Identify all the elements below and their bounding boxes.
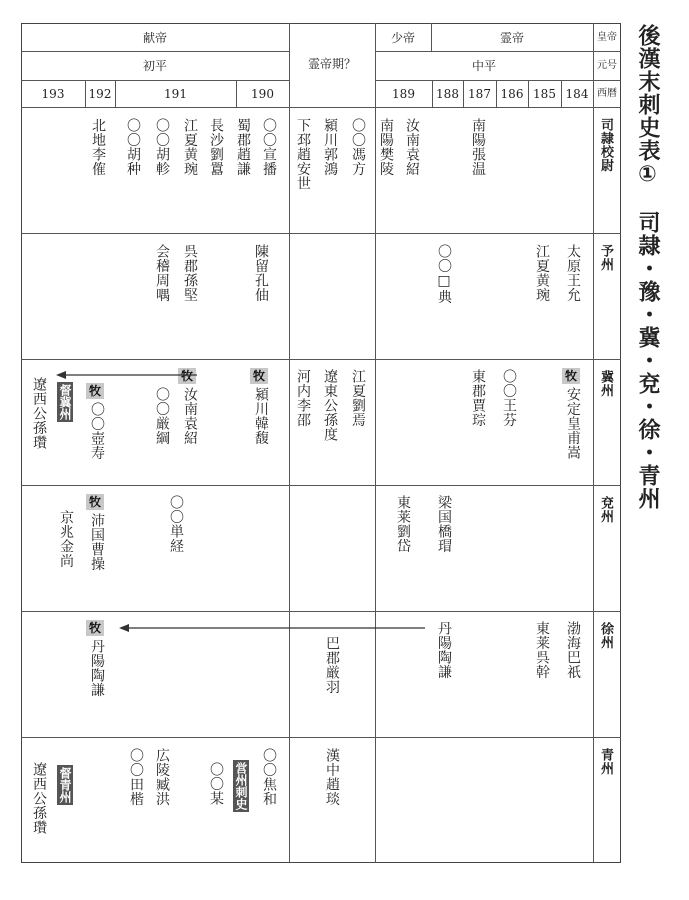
emperor-lingdi: 霊帝 [499, 31, 524, 45]
official: 渤海巴祇 [565, 621, 581, 679]
official: 〇〇某 [208, 762, 224, 806]
year: 193 [41, 87, 65, 101]
page-title: 後漢末刺史表① 司隷・豫・冀・兗・徐・青州 [635, 24, 660, 510]
mu-tag: 牧 [86, 494, 104, 510]
official: 北地李傕 [90, 118, 106, 176]
official: 丹陽陶謙 [89, 639, 105, 697]
official: 丹陽陶謙 [436, 621, 452, 679]
ying-cishi-tag: 営州刺史 [234, 762, 248, 810]
official: 安定皇甫嵩 [565, 387, 581, 460]
mu-tag: 牧 [86, 620, 104, 636]
official: 東郡賈琮 [470, 369, 486, 427]
official: 長沙劉囂 [208, 118, 224, 176]
du-qingzhou-tag: 督青州 [58, 767, 72, 803]
emperor-shaodi: 少帝 [390, 31, 415, 45]
official: 河内李邵 [295, 369, 311, 427]
mu-tag: 牧 [250, 368, 268, 384]
official: 会稽周喁 [154, 244, 170, 302]
official: 遼西公孫瓚 [31, 762, 47, 835]
row-label-era: 元号 [597, 60, 617, 71]
year: 187 [468, 87, 491, 101]
year: 189 [392, 87, 415, 101]
year: 185 [533, 87, 556, 101]
province-yu: 予州 [598, 244, 613, 271]
year: 184 [565, 87, 589, 101]
official: 京兆金尚 [58, 510, 74, 568]
official: 江夏黄琬 [534, 244, 550, 302]
row-label-emperor: 皇帝 [597, 32, 617, 43]
official: 〇〇厳綱 [154, 387, 170, 445]
official: 蜀郡趙謙 [235, 118, 251, 176]
official: 東莱呉幹 [534, 621, 550, 679]
official: 〇〇宣播 [261, 118, 277, 176]
official: 南陽張温 [470, 118, 486, 176]
official: 陳留孔伷 [253, 244, 269, 302]
official: 〇〇胡軫 [154, 118, 170, 176]
du-jizhou-tag: 督冀州 [58, 384, 72, 420]
official: 下邳趙安世 [295, 118, 311, 191]
official: 〇〇胡种 [125, 118, 141, 176]
official: 沛国曹操 [89, 513, 105, 571]
official: 江夏劉焉 [350, 369, 366, 427]
official: 〇〇壺寿 [89, 402, 105, 460]
era-zhongping: 中平 [471, 59, 496, 73]
official: 呉郡孫堅 [182, 244, 198, 302]
official: 江夏黄琬 [182, 118, 198, 176]
province-yan: 兗州 [598, 496, 613, 523]
official: 遼西公孫瓚 [31, 377, 47, 450]
mu-tag: 牧 [562, 368, 580, 384]
official: 東莱劉岱 [395, 495, 411, 553]
era-chuping: 初平 [142, 59, 167, 73]
official: 汝南袁紹 [404, 118, 420, 176]
official: 〇〇焦和 [261, 748, 277, 806]
official: 巴郡厳羽 [324, 636, 340, 694]
official: 〇〇単経 [168, 495, 184, 553]
year: 186 [500, 87, 524, 101]
official: 汝南袁紹 [182, 387, 198, 445]
row-label-year: 西暦 [597, 88, 617, 99]
arrow-head-ji [56, 371, 66, 379]
emperor-xiandi: 献帝 [142, 31, 167, 45]
year: 192 [88, 87, 112, 101]
province-xu: 徐州 [598, 622, 613, 649]
mu-tag: 牧 [178, 368, 196, 384]
province-sili: 司隷校尉 [598, 118, 613, 172]
province-qing: 青州 [598, 748, 613, 775]
year: 188 [436, 87, 459, 101]
official: 遼東公孫度 [322, 369, 338, 442]
official: 漢中趙琰 [324, 748, 340, 806]
official: 〇〇田楷 [128, 748, 144, 806]
official: 広陵臧洪 [154, 748, 170, 806]
official: 潁川韓馥 [253, 387, 269, 445]
province-ji: 冀州 [598, 370, 613, 397]
mu-tag: 牧 [86, 383, 104, 399]
official: 梁国橋瑁 [436, 495, 452, 553]
official: 潁川郭鴻 [322, 118, 338, 176]
arrow-head-xu [119, 624, 129, 632]
official: 太原王允 [565, 244, 581, 302]
year: 190 [251, 87, 274, 101]
official: 〇〇王芬 [501, 369, 517, 427]
year: 191 [164, 87, 187, 101]
official: 〇〇□典 [436, 244, 452, 304]
official: 〇〇馮方 [350, 118, 366, 176]
official: 南陽樊陵 [378, 118, 394, 176]
emperor-lingdi-q: 霊帝期？ [307, 57, 356, 71]
